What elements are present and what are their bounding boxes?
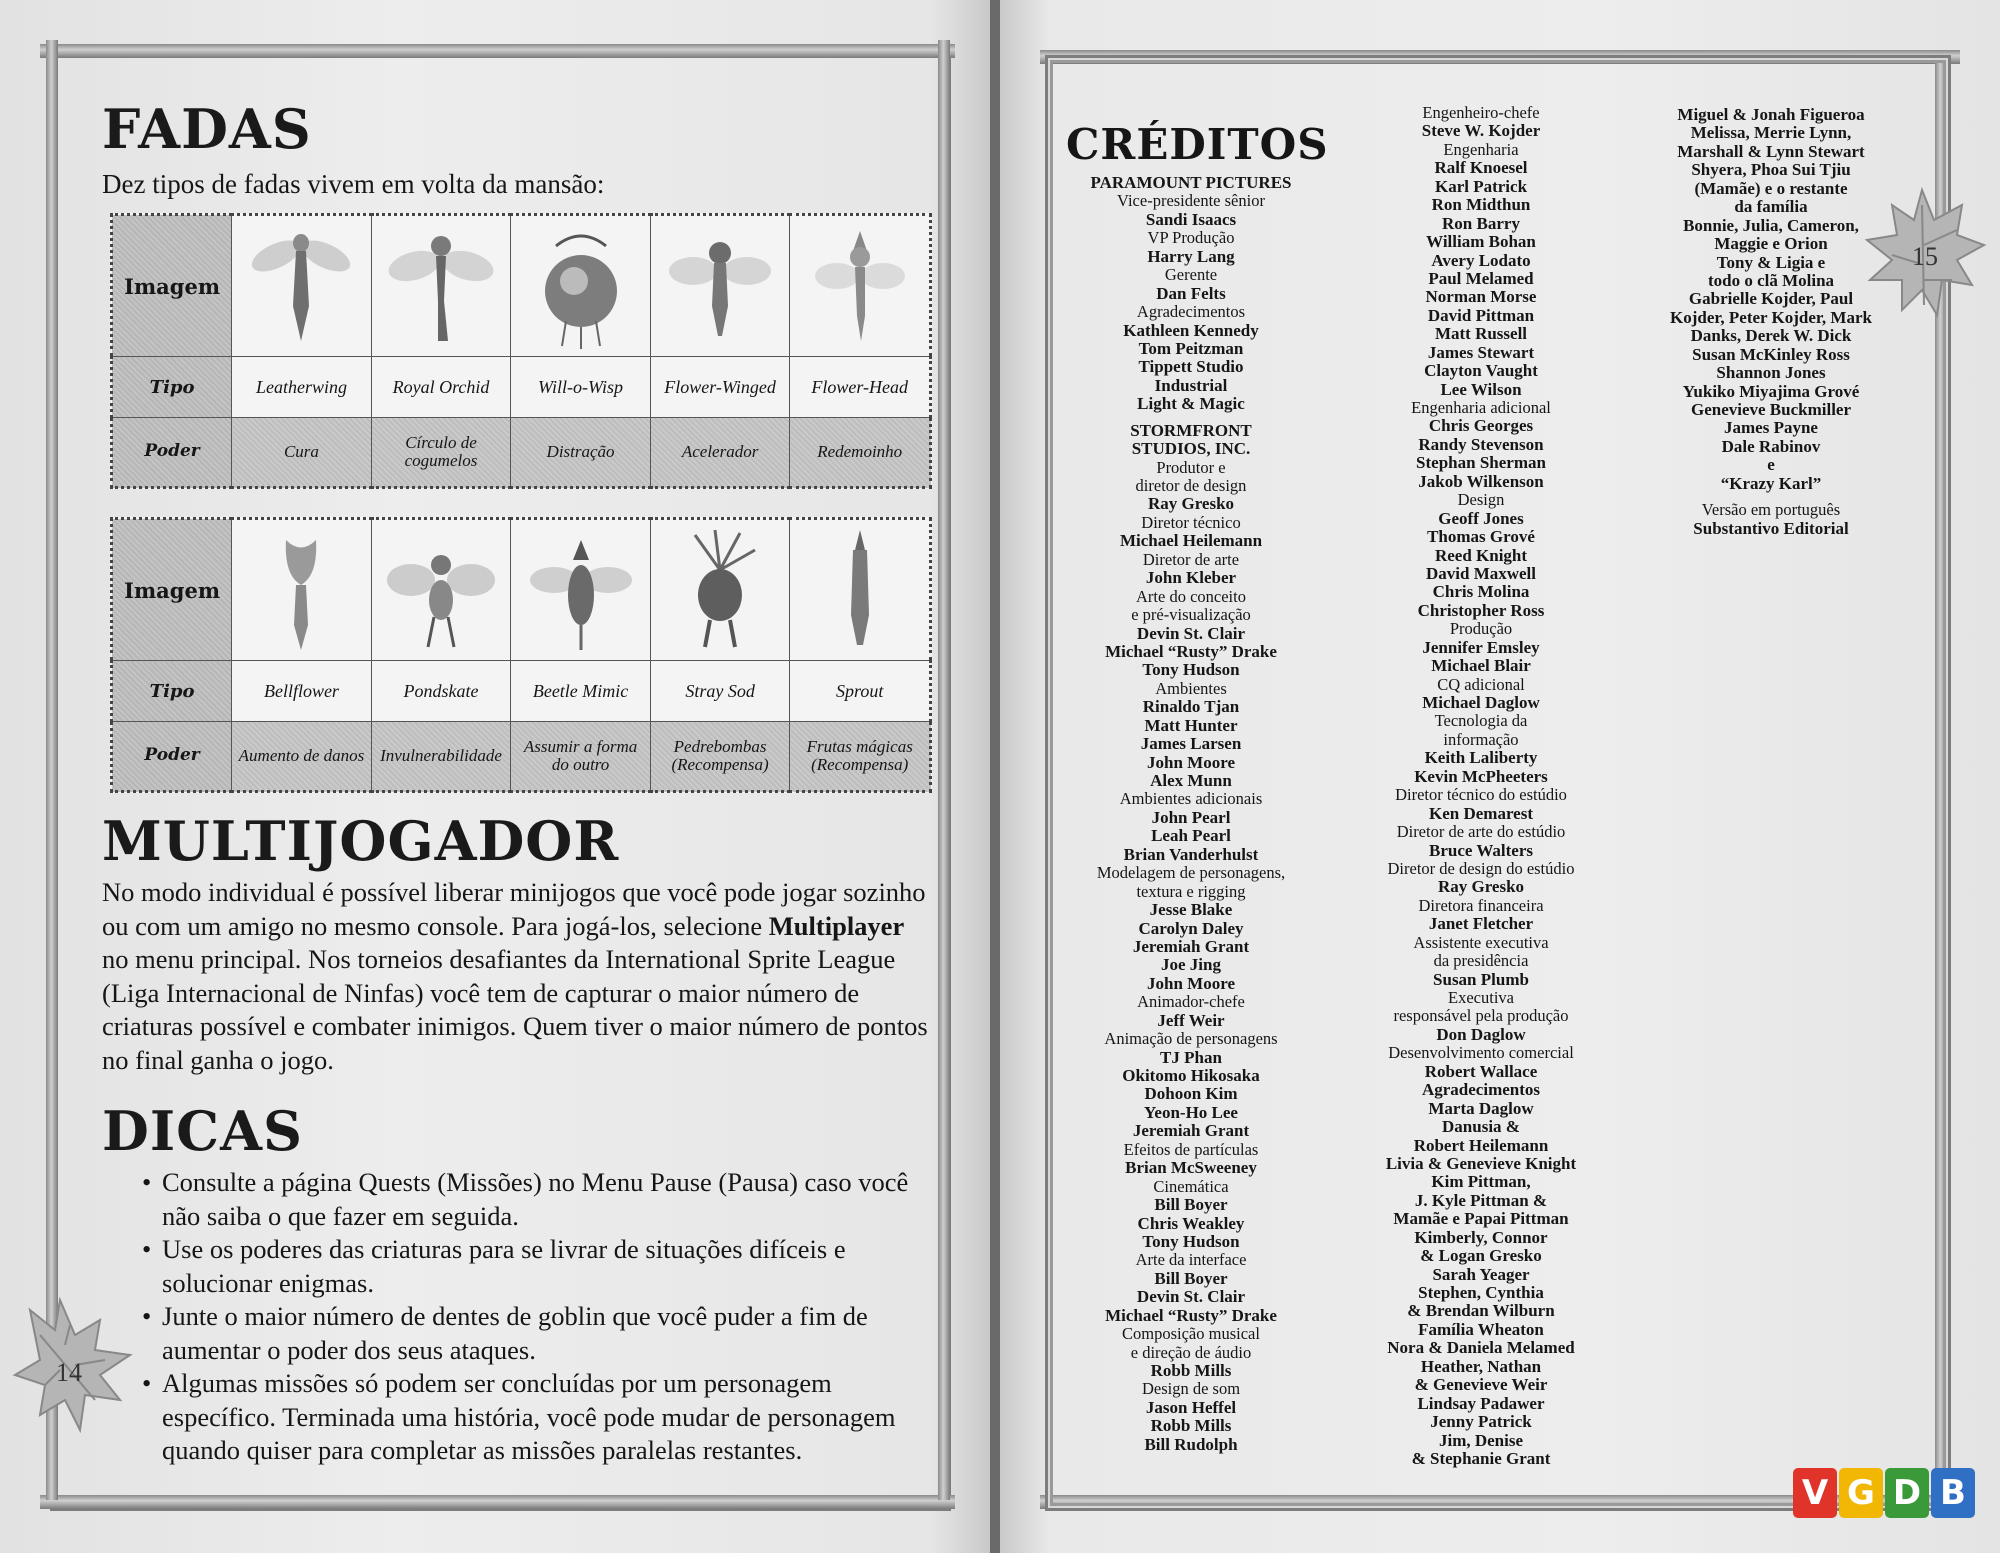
credit-name: Brian McSweeney bbox=[1125, 1158, 1257, 1178]
credit-name: Michael “Rusty” Drake bbox=[1105, 1305, 1277, 1325]
credit-name: Jeremiah Grant bbox=[1132, 1121, 1250, 1141]
credit-name: (Mamãe) e o restante bbox=[1694, 178, 1848, 198]
fairy-type: Beetle Mimic bbox=[511, 661, 651, 722]
fairy-power: Assumir a forma do outro bbox=[511, 722, 651, 792]
credit-name: Jeremiah Grant bbox=[1132, 936, 1250, 956]
fairy-power: Acelerador bbox=[650, 418, 790, 488]
credit-name: Light & Magic bbox=[1137, 394, 1245, 414]
credit-role: Animação de personagens bbox=[1104, 1029, 1278, 1049]
fairy-power: Aumento de danos bbox=[232, 722, 372, 792]
credit-name: Danks, Derek W. Dick bbox=[1690, 326, 1852, 346]
credit-name: Dale Rabinov bbox=[1721, 436, 1821, 456]
fairy-power: Invulnerabilidade bbox=[371, 722, 511, 792]
credit-name: Christopher Ross bbox=[1417, 600, 1545, 620]
credit-name: Shannon Jones bbox=[1716, 363, 1826, 383]
credit-name: Livia & Genevieve Knight bbox=[1385, 1153, 1577, 1173]
credit-name: Kojder, Peter Kojder, Mark bbox=[1670, 307, 1872, 327]
credit-name: Keith Laliberty bbox=[1424, 748, 1538, 768]
book-gutter bbox=[990, 0, 1000, 1553]
row-label-image: Imagem bbox=[112, 215, 232, 357]
credit-name: Paul Melamed bbox=[1428, 268, 1534, 288]
credit-name: Tony Hudson bbox=[1142, 1231, 1240, 1251]
credit-name: Stephen, Cynthia bbox=[1418, 1283, 1544, 1302]
credit-name: Chris Georges bbox=[1428, 416, 1534, 436]
fairy-type: Flower-Head bbox=[790, 357, 931, 418]
credit-role: Diretor técnico do estúdio bbox=[1395, 785, 1567, 805]
table-row bbox=[112, 661, 931, 722]
credit-name: Harry Lang bbox=[1147, 246, 1235, 266]
credit-name: Jason Heffel bbox=[1145, 1397, 1237, 1417]
credit-name: & Stephanie Grant bbox=[1411, 1448, 1551, 1468]
credit-role: Efeitos de partículas bbox=[1123, 1139, 1259, 1159]
credit-name: Lindsay Padawer bbox=[1417, 1393, 1545, 1413]
fairy-power: Frutas mágicas (Recompensa) bbox=[790, 722, 931, 792]
fadas-title: FADAS bbox=[102, 97, 312, 161]
credit-name: Bill Boyer bbox=[1154, 1268, 1228, 1288]
credit-name: Miguel & Jonah Figueroa bbox=[1677, 105, 1865, 124]
credit-role: Animador-chefe bbox=[1137, 992, 1245, 1012]
credit-name: Rinaldo Tjan bbox=[1142, 697, 1240, 717]
credit-name: Ralf Knoesel bbox=[1434, 158, 1528, 178]
credit-role: Produção bbox=[1449, 619, 1513, 639]
fairy-image-leatherwing bbox=[232, 215, 372, 357]
multijogador-menu-option: Multiplayer bbox=[768, 910, 905, 941]
multijogador-text bbox=[102, 876, 932, 1077]
row-label-type: Tipo bbox=[112, 357, 232, 418]
credit-name: Clayton Vaught bbox=[1424, 361, 1538, 381]
frame-left-bar bbox=[46, 40, 58, 1500]
credit-name: Tony & Ligia e bbox=[1716, 252, 1826, 272]
frame-bottom-bar bbox=[40, 1495, 955, 1509]
credit-role: Engenheiro-chefe bbox=[1422, 103, 1540, 122]
list-item: • Use os poderes das criaturas para se livrar de situações difíceis e solucionar enigmas. bbox=[142, 1233, 912, 1300]
credit-name: Ray Gresko bbox=[1437, 877, 1525, 897]
credit-name: Lee Wilson bbox=[1440, 379, 1522, 399]
credit-name: William Bohan bbox=[1426, 232, 1536, 252]
credit-name: Ron Midthun bbox=[1431, 195, 1531, 215]
credit-name: Família Wheaton bbox=[1418, 1319, 1544, 1339]
fairy-type: Bellflower bbox=[232, 661, 372, 722]
watermark-letter: D bbox=[1885, 1468, 1929, 1518]
credits-column-2 bbox=[1358, 104, 1604, 1468]
credit-name: Robert Heilemann bbox=[1413, 1135, 1549, 1155]
dicas-title: DICAS bbox=[102, 1099, 303, 1163]
credit-role: e direção de áudio bbox=[1130, 1342, 1252, 1362]
fairy-image-royal-orchid bbox=[371, 215, 511, 357]
table-row bbox=[112, 519, 931, 661]
fairy-image-will-o-wisp bbox=[511, 215, 651, 357]
credit-name: Industrial bbox=[1154, 375, 1228, 395]
credit-role: Assistente executiva bbox=[1413, 932, 1549, 952]
credit-name: Sarah Yeager bbox=[1432, 1264, 1530, 1284]
credit-name: Michael Blair bbox=[1431, 656, 1531, 676]
credit-name: Shyera, Phoa Sui Tjiu bbox=[1691, 160, 1851, 180]
watermark-letter: B bbox=[1931, 1468, 1975, 1518]
credit-name: da família bbox=[1734, 197, 1808, 217]
credit-name: Bonnie, Julia, Cameron, bbox=[1683, 215, 1859, 235]
credit-role: Gerente bbox=[1164, 265, 1218, 285]
credit-name: Jakob Wilkenson bbox=[1418, 471, 1544, 491]
credit-name: Alex Munn bbox=[1150, 771, 1232, 790]
credit-role: da presidência bbox=[1433, 951, 1529, 971]
fairy-image-pondskate bbox=[371, 519, 511, 661]
credit-name: Mamãe e Papai Pittman bbox=[1393, 1209, 1569, 1229]
watermark-letter: G bbox=[1839, 1468, 1883, 1518]
multijogador-text-part: No modo individual é possível liberar minijogos que você pode jogar sozinho ou com um amigo no mesmo console. Para jogá-los, selecione bbox=[102, 877, 926, 941]
table-row bbox=[112, 722, 931, 792]
watermark-letter: V bbox=[1793, 1468, 1837, 1518]
credit-name: Yukiko Miyajima Grové bbox=[1682, 381, 1860, 401]
credit-name: Michael Daglow bbox=[1422, 693, 1540, 712]
fairy-image-flower-winged bbox=[650, 215, 790, 357]
fadas-intro: Dez tipos de fadas vivem em volta da mansão: bbox=[102, 169, 605, 199]
credit-name: James Larsen bbox=[1140, 734, 1242, 754]
credit-name: Geoff Jones bbox=[1438, 508, 1524, 528]
credit-name: e bbox=[1767, 455, 1775, 475]
credit-name: Agradecimentos bbox=[1421, 1080, 1541, 1100]
credit-name: Thomas Grové bbox=[1427, 527, 1535, 547]
credit-name: Devin St. Clair bbox=[1136, 623, 1246, 643]
credit-name: Tippett Studio bbox=[1138, 357, 1244, 377]
credit-role: Composição musical bbox=[1122, 1324, 1260, 1344]
credit-name: Danusia & bbox=[1442, 1117, 1520, 1137]
credit-name: Reed Knight bbox=[1434, 545, 1528, 565]
frame-right-bar bbox=[938, 40, 950, 1500]
credit-name: Avery Lodato bbox=[1431, 250, 1531, 270]
credit-name: Okitomo Hikosaka bbox=[1122, 1066, 1260, 1085]
credit-name: Karl Patrick bbox=[1434, 176, 1528, 196]
credit-role: Cinemática bbox=[1153, 1176, 1229, 1196]
credit-role: Agradecimentos bbox=[1136, 302, 1246, 322]
credit-name: Dohoon Kim bbox=[1144, 1084, 1238, 1104]
credit-role: VP Produção bbox=[1147, 228, 1235, 248]
credit-name: Melissa, Merrie Lynn, bbox=[1690, 123, 1852, 143]
fairy-type: Royal Orchid bbox=[371, 357, 511, 418]
credit-role: Arte da interface bbox=[1135, 1250, 1247, 1270]
credit-name: & Logan Gresko bbox=[1420, 1246, 1542, 1266]
credit-name: Kevin McPheeters bbox=[1414, 766, 1548, 786]
credit-name: Susan Plumb bbox=[1433, 969, 1529, 989]
fairy-image-bellflower bbox=[232, 519, 372, 661]
credit-name: Kim Pittman, bbox=[1431, 1172, 1531, 1192]
credit-name: Jennifer Emsley bbox=[1422, 637, 1540, 657]
page-number-left: 14 bbox=[56, 1358, 82, 1387]
credit-name: J. Kyle Pittman & bbox=[1414, 1190, 1548, 1210]
credit-name: Maggie e Orion bbox=[1714, 234, 1828, 254]
credit-name: Tom Peitzman bbox=[1138, 338, 1244, 358]
credit-role: Diretora financeira bbox=[1418, 895, 1544, 915]
credit-name: todo o clã Molina bbox=[1707, 270, 1835, 290]
table-row bbox=[112, 418, 931, 488]
credit-role: Ambientes bbox=[1155, 678, 1227, 698]
credit-name: Jim, Denise bbox=[1438, 1430, 1524, 1450]
dicas-list bbox=[142, 1166, 912, 1468]
page-number-right: 15 bbox=[1912, 242, 1938, 271]
credit-name: Randy Stevenson bbox=[1418, 434, 1544, 454]
credit-name: Jeff Weir bbox=[1157, 1010, 1225, 1030]
credit-name: Robb Mills bbox=[1150, 1361, 1232, 1380]
credit-role: CQ adicional bbox=[1437, 674, 1525, 694]
credit-name: John Moore bbox=[1147, 973, 1235, 993]
table-row bbox=[112, 215, 931, 357]
credit-name: STUDIOS, INC. bbox=[1131, 439, 1251, 459]
credit-name: Carolyn Daley bbox=[1138, 918, 1244, 938]
fairy-image-stray-sod bbox=[650, 519, 790, 661]
credit-name: Gabrielle Kojder, Paul bbox=[1688, 289, 1854, 309]
credit-name: Bruce Walters bbox=[1428, 840, 1534, 860]
credit-name: TJ Phan bbox=[1160, 1047, 1222, 1067]
table-row bbox=[112, 357, 931, 418]
row-label-image: Imagem bbox=[112, 519, 232, 661]
credit-role: Diretor de design do estúdio bbox=[1387, 858, 1575, 878]
credit-name: Matt Russell bbox=[1434, 324, 1528, 344]
credit-name: Joe Jing bbox=[1161, 955, 1221, 975]
credit-name: Ken Demarest bbox=[1428, 803, 1534, 823]
credit-name: & Genevieve Weir bbox=[1414, 1375, 1548, 1395]
left-page bbox=[0, 0, 990, 1553]
credit-role: Diretor de arte do estúdio bbox=[1396, 822, 1566, 842]
credits-column-1 bbox=[1066, 174, 1316, 1454]
credit-name: Jesse Blake bbox=[1149, 900, 1233, 920]
fairy-power: Pedrebombas (Recompensa) bbox=[650, 722, 790, 792]
credit-role: Diretor de arte bbox=[1142, 549, 1240, 569]
list-item: • Consulte a página Quests (Missões) no Menu Pause (Pausa) caso você não saiba o que fazer em seguida. bbox=[142, 1166, 912, 1233]
credit-name: Robb Mills bbox=[1150, 1416, 1232, 1436]
credit-role: Versão em português bbox=[1701, 500, 1841, 520]
credit-name: PARAMOUNT PICTURES bbox=[1090, 173, 1292, 192]
credit-name: Substantivo Editorial bbox=[1693, 518, 1849, 538]
row-label-power: Poder bbox=[112, 418, 232, 488]
credit-role: Arte do conceito bbox=[1136, 586, 1246, 606]
credit-name: Don Daglow bbox=[1436, 1024, 1526, 1044]
credit-name: Yeon-Ho Lee bbox=[1144, 1102, 1238, 1122]
credit-name: Marta Daglow bbox=[1428, 1098, 1534, 1118]
fairy-type: Leatherwing bbox=[232, 357, 372, 418]
credit-role: Executiva bbox=[1448, 988, 1514, 1007]
credit-role: Desenvolvimento comercial bbox=[1388, 1043, 1574, 1063]
credit-name: & Brendan Wilburn bbox=[1407, 1301, 1555, 1321]
credit-name: Nora & Daniela Melamed bbox=[1387, 1338, 1575, 1358]
credit-name: Steve W. Kojder bbox=[1421, 121, 1541, 141]
credit-name: David Pittman bbox=[1427, 305, 1535, 325]
credit-name: Heather, Nathan bbox=[1420, 1356, 1542, 1376]
credit-role: e pré-visualização bbox=[1131, 605, 1251, 625]
fairy-table-1 bbox=[110, 213, 932, 489]
fairy-image-beetle-mimic bbox=[511, 519, 651, 661]
credit-name: “Krazy Karl” bbox=[1720, 473, 1822, 493]
credit-role: Modelagem de personagens, bbox=[1096, 863, 1286, 883]
credit-name: John Kleber bbox=[1145, 568, 1237, 588]
credit-role: responsável pela produção bbox=[1393, 1006, 1569, 1026]
row-label-type: Tipo bbox=[112, 661, 232, 722]
list-item: • Junte o maior número de dentes de goblin que você puder a fim de aumentar o poder dos seus ataques. bbox=[142, 1300, 912, 1367]
credit-role: Vice-presidente sênior bbox=[1117, 191, 1265, 211]
credit-name: Michael Heilemann bbox=[1119, 531, 1263, 551]
credit-role: Engenharia adicional bbox=[1411, 398, 1551, 417]
credit-name: Norman Morse bbox=[1425, 287, 1537, 307]
fairy-power: Cura bbox=[232, 418, 372, 488]
credit-name: Kimberly, Connor bbox=[1414, 1227, 1548, 1247]
credit-role: Design de som bbox=[1141, 1379, 1241, 1399]
credit-role: Design bbox=[1457, 490, 1505, 510]
credit-name: Bill Boyer bbox=[1154, 1195, 1228, 1215]
credit-role: diretor de design bbox=[1135, 476, 1247, 495]
credit-name: John Moore bbox=[1147, 752, 1235, 772]
fairy-type: Will-o-Wisp bbox=[511, 357, 651, 418]
credit-name: Ray Gresko bbox=[1147, 494, 1235, 514]
credit-name: Bill Rudolph bbox=[1144, 1434, 1238, 1454]
fairy-type: Sprout bbox=[790, 661, 931, 722]
credit-name: James Payne bbox=[1724, 418, 1818, 438]
credit-role: Diretor técnico bbox=[1141, 512, 1241, 532]
fairy-image-flower-head bbox=[790, 215, 931, 357]
credit-name: Chris Molina bbox=[1432, 582, 1530, 602]
credit-name: Dan Felts bbox=[1156, 283, 1226, 303]
frame-top-bar bbox=[40, 44, 955, 58]
credit-name: Robert Wallace bbox=[1424, 1061, 1538, 1081]
credit-name: Janet Fletcher bbox=[1428, 914, 1534, 934]
list-item: • Algumas missões só podem ser concluídas por um personagem específico. Terminada uma história, você pode mudar de personagem quando quiser para completar as missões paralelas restantes. bbox=[142, 1367, 912, 1468]
fairy-table-2 bbox=[110, 517, 932, 793]
row-label-power: Poder bbox=[112, 722, 232, 792]
credit-name: Stephan Sherman bbox=[1416, 453, 1546, 473]
credit-name: David Maxwell bbox=[1425, 563, 1537, 583]
credit-name: Susan McKinley Ross bbox=[1692, 344, 1850, 364]
credit-role: Ambientes adicionais bbox=[1119, 789, 1263, 809]
fairy-type: Stray Sod bbox=[650, 661, 790, 722]
fairy-power: Distração bbox=[511, 418, 651, 488]
fairy-image-sprout bbox=[790, 519, 931, 661]
credit-name: Tony Hudson bbox=[1142, 660, 1240, 680]
credit-name: Brian Vanderhulst bbox=[1123, 844, 1259, 864]
credit-name: Ron Barry bbox=[1442, 213, 1520, 233]
vgdb-watermark bbox=[1793, 1468, 1975, 1518]
fairy-power: Círculo de cogumelos bbox=[371, 418, 511, 488]
credit-name: STORMFRONT bbox=[1130, 420, 1252, 440]
credit-name: John Pearl bbox=[1151, 807, 1231, 827]
credit-role: Produtor e bbox=[1156, 457, 1226, 477]
credit-name: Leah Pearl bbox=[1151, 826, 1231, 846]
credit-name: Jenny Patrick bbox=[1430, 1412, 1532, 1432]
credit-name: Michael “Rusty” Drake bbox=[1105, 641, 1277, 661]
credit-role: Engenharia bbox=[1443, 139, 1519, 159]
fairy-power: Redemoinho bbox=[790, 418, 931, 488]
credit-name: Chris Weakley bbox=[1137, 1213, 1245, 1233]
fairy-type: Flower-Winged bbox=[650, 357, 790, 418]
credit-role: informação bbox=[1443, 729, 1519, 749]
credit-name: Genevieve Buckmiller bbox=[1690, 400, 1852, 419]
credit-role: Tecnologia da bbox=[1434, 711, 1528, 731]
credits-title: CRÉDITOS bbox=[1066, 120, 1329, 169]
credit-name: Devin St. Clair bbox=[1136, 1287, 1246, 1307]
credit-name: Matt Hunter bbox=[1144, 715, 1238, 735]
credit-name: James Stewart bbox=[1427, 342, 1535, 362]
credit-name: Marshall & Lynn Stewart bbox=[1677, 141, 1865, 161]
multijogador-title: MULTIJOGADOR bbox=[102, 809, 620, 873]
credit-name: Sandi Isaacs bbox=[1145, 209, 1237, 229]
multijogador-text-part: no menu principal. Nos torneios desafiantes da International Sprite League (Liga Internacional de Ninfas) você tem de capturar o maior número de criaturas possível e combater inimigos. Quem tiver o maior número de pontos no final ganha o jogo. bbox=[102, 944, 928, 1075]
credit-role: textura e rigging bbox=[1136, 881, 1246, 901]
credit-name: Kathleen Kennedy bbox=[1123, 320, 1259, 340]
fairy-type: Pondskate bbox=[371, 661, 511, 722]
